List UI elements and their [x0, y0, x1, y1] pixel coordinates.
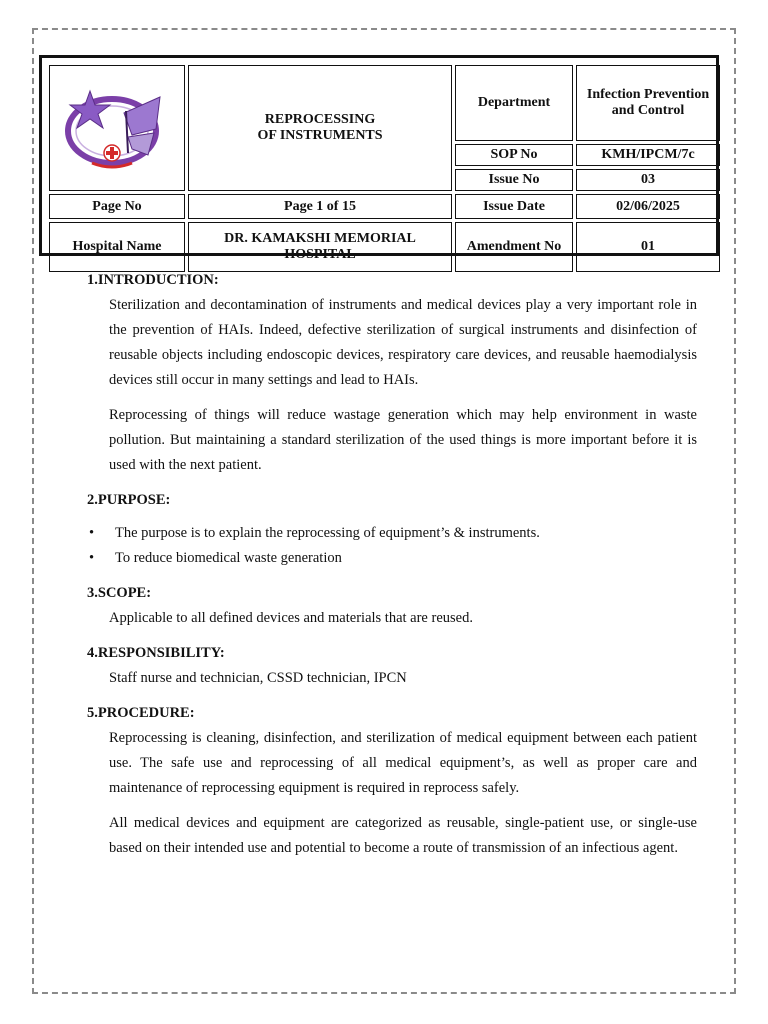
- document-header: [39, 55, 719, 262]
- page-no-value: Page 1 of 15: [188, 194, 452, 219]
- procedure-paragraph-2: All medical devices and equipment are categorized as reusable, single-patient use, or single-use based on their intended use and potential to become a route of transmission of an infectious agent.: [109, 815, 697, 856]
- sop-value: KMH/IPCM/7c: [576, 144, 720, 166]
- purpose-heading: 2.PURPOSE:: [87, 492, 171, 508]
- hospital-value-line-2: HOSPITAL: [284, 247, 356, 262]
- scope-heading: 3.SCOPE:: [87, 585, 152, 601]
- logo-cell: [49, 65, 185, 191]
- department-value: Infection Prevention and Control: [576, 65, 720, 141]
- issue-no-value: 03: [576, 169, 720, 191]
- responsibility-heading: 4.RESPONSIBILITY:: [87, 645, 225, 661]
- issue-date-value: 02/06/2025: [576, 194, 720, 219]
- procedure-heading: 5.PROCEDURE:: [87, 705, 195, 721]
- issue-date-label: Issue Date: [455, 194, 573, 219]
- issue-no-label: Issue No: [455, 169, 573, 191]
- responsibility-text: Staff nurse and technician, CSSD technician, IPCN: [109, 670, 407, 686]
- department-label: Department: [455, 65, 573, 141]
- introduction-paragraph-1: Sterilization and decontamination of instruments and medical devices play a very important role in the prevention of HAIs. Indeed, defective sterilization of surgical instruments and disinfection of reusable objects including endoscopic devices, respiratory care devices, and reusable haemodialysis devices still occur in many settings and lead to HAIs.: [109, 297, 697, 388]
- document-title: [188, 65, 452, 191]
- document-body: [87, 268, 697, 861]
- scope-text: Applicable to all defined devices and materials that are reused.: [109, 610, 473, 626]
- introduction-heading: 1.INTRODUCTION:: [87, 272, 219, 288]
- list-item: • To reduce biomedical waste generation: [87, 546, 697, 571]
- introduction-paragraph-2: Reprocessing of things will reduce wastage generation which may help environment in waste pollution. But maintaining a standard sterilization of the used things is more important before it is used with the next patient.: [109, 407, 697, 473]
- amendment-value: 01: [576, 222, 720, 272]
- list-item: • The purpose is to explain the reprocessing of equipment’s & instruments.: [87, 521, 697, 546]
- page-no-label: Page No: [49, 194, 185, 219]
- amendment-label: Amendment No: [455, 222, 573, 272]
- title-line-2: OF INSTRUMENTS: [257, 128, 383, 143]
- hospital-label: Hospital Name: [49, 222, 185, 272]
- hospital-value: [188, 222, 452, 272]
- purpose-list: [87, 521, 697, 571]
- procedure-paragraph-1: Reprocessing is cleaning, disinfection, and sterilization of medical equipment between each patient use. The safe use and reprocessing of all medical equipment’s, as well as proper care and maintenance of reprocessing equipment is required in reprocess safely.: [109, 730, 697, 796]
- title-line-1: REPROCESSING: [264, 112, 376, 127]
- sop-label: SOP No: [455, 144, 573, 166]
- star-butterfly-logo-icon: [62, 83, 172, 173]
- hospital-value-line-1: DR. KAMAKSHI MEMORIAL: [224, 231, 416, 246]
- header-table: [46, 62, 723, 275]
